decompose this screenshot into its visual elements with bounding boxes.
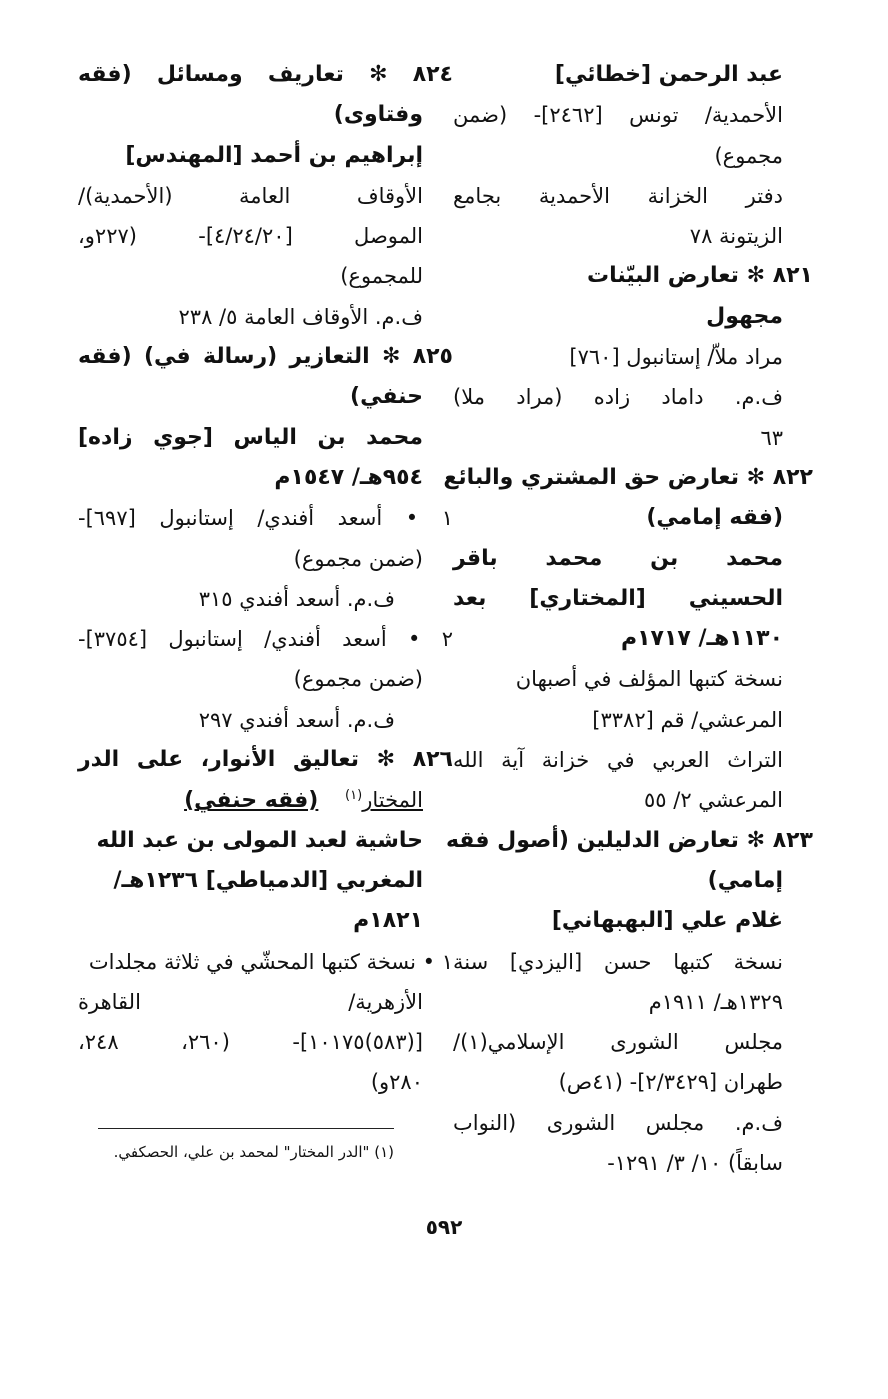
entry-title-825: ٨٢٥ ✻ التعازير (رسالة في) (فقه <box>78 344 453 370</box>
holding-line: الموصل [٤/٢٤/٢٠]- (٢٢٧و، <box>78 224 423 249</box>
entry-subject: وفتاوى) <box>333 102 423 128</box>
entry-title-821: ٨٢١ ✻ تعارض البيّنات <box>586 263 813 289</box>
copy-item-1: ١ • أسعد أفندي/ إستانبول [٦٩٧]- <box>78 506 453 531</box>
author-line: إبراهيم بن أحمد [المهندس] <box>125 142 423 168</box>
entry-subject: حنفي) <box>350 384 423 410</box>
catalog-ref-line: المرعشي ٢/ ٥٥ <box>643 788 783 813</box>
commentary-line: المغربي [الدمياطي] ١٢٣٦هـ/ <box>113 867 423 893</box>
catalog-ref-line: ف.م. أسعد أفندي ٣١٥ <box>198 586 395 611</box>
copy-note: نسخة كتبها حسن [اليزدي] سنة <box>453 949 783 974</box>
entry-title-826-end: المختار <box>362 788 423 813</box>
copy-note: نسخة كتبها المؤلف في أصبهان <box>515 667 783 692</box>
author-dates: ٩٥٤هـ/ ١٥٤٧م <box>274 464 423 490</box>
entry-title-824: ٨٢٤ ✻ تعاريف ومسائل (فقه <box>78 62 453 87</box>
entry-subject: (فقه إمامي) <box>646 505 783 531</box>
commentary-line: حاشية لعبد المولى بن عبد الله <box>96 827 423 853</box>
holding-line: مجلس الشورى الإسلامي(١)/ <box>453 1030 783 1055</box>
catalog-ref-line: ف.م. أسعد أفندي ٢٩٧ <box>198 707 395 732</box>
entry-title-822: ٨٢٢ ✻ تعارض حق المشتري والبائع <box>443 464 813 490</box>
holding-line: طهران [٢/٣٤٢٩]- (٤١ص) <box>558 1070 783 1095</box>
holding-line: للمجموع) <box>340 264 423 289</box>
copy-item-note: (ضمن مجموع) <box>293 667 423 692</box>
page-number: ٥٩٢ <box>425 1215 463 1239</box>
entry-title-826-cont <box>78 780 423 820</box>
entry-title-823: ٨٢٣ ✻ تعارض الدليلين (أصول فقه <box>445 827 813 853</box>
author-dates: ١٨٢١م <box>353 908 423 934</box>
holding-line: الأزهرية/ القاهرة <box>78 989 423 1014</box>
catalog-ref-line: ف.م. مجلس الشورى (النواب <box>453 1110 783 1135</box>
catalog-ref-line: سابقاً) ١٠/ ٣/ ١٢٩١- <box>607 1151 783 1176</box>
holding-line: الأحمدية/ تونس [٢٤٦٢]- (ضمن <box>453 103 783 128</box>
copy-item-2: ٢ • أسعد أفندي/ إستانبول [٣٧٥٤]- <box>78 627 453 652</box>
author-line: مجهول <box>706 303 783 329</box>
footnote-ref: (١) <box>345 788 363 804</box>
holding-line: ٢٨٠و) <box>370 1070 423 1095</box>
catalog-ref-line: التراث العربي في خزانة آية الله <box>453 748 783 773</box>
entry-subject: (فقه حنفي) <box>184 788 319 814</box>
author-line: محمد بن الياس [جوي زاده] <box>78 424 423 450</box>
catalog-ref-line: ٦٣ <box>760 425 783 450</box>
author-line: عبد الرحمن [خطائي] <box>554 62 783 87</box>
entry-title-826: ٨٢٦ ✻ تعاليق الأنوار، على الدر <box>78 747 453 773</box>
catalog-ref-line: ف.م. داماد زاده (مراد ملا) <box>453 385 783 410</box>
footnote: (١) "الدر المختار" لمحمد بن علي، الحصكفي. <box>113 1143 394 1161</box>
right-column <box>443 55 813 1183</box>
author-dates: ١١٣٠هـ/ ١٧١٧م <box>620 626 783 652</box>
copy-note: ١٣٢٩هـ/ ١٩١١م <box>648 989 783 1014</box>
holding-line: [(٥٨٣)١٠١٧٥]- (٢٦٠، ٢٤٨، <box>78 1030 423 1055</box>
author-line: محمد بن محمد باقر <box>453 545 783 571</box>
holding-line: مراد ملاّ/ إستانبول [٧٦٠] <box>569 345 783 370</box>
author-line: غلام علي [البهبهاني] <box>551 908 783 934</box>
holding-line: مجموع) <box>714 143 783 168</box>
left-column <box>78 55 453 1103</box>
catalog-ref-line: الزيتونة ٧٨ <box>689 224 783 249</box>
holding-line: المرعشي/ قم [٣٣٨٢] <box>592 707 783 732</box>
catalog-ref-line: دفتر الخزانة الأحمدية بجامع <box>453 183 783 208</box>
copy-item-1: ١ • نسخة كتبها المحشّي في ثلاثة مجلدات <box>88 949 453 974</box>
author-line: الحسيني [المختاري] بعد <box>453 585 783 611</box>
catalog-ref-line: ف.م. الأوقاف العامة ٥/ ٢٣٨ <box>178 304 423 329</box>
entry-subject: إمامي) <box>707 867 783 893</box>
footnote-divider <box>98 1128 394 1129</box>
holding-line: الأوقاف العامة (الأحمدية)/ <box>78 183 423 208</box>
copy-item-note: (ضمن مجموع) <box>293 546 423 571</box>
